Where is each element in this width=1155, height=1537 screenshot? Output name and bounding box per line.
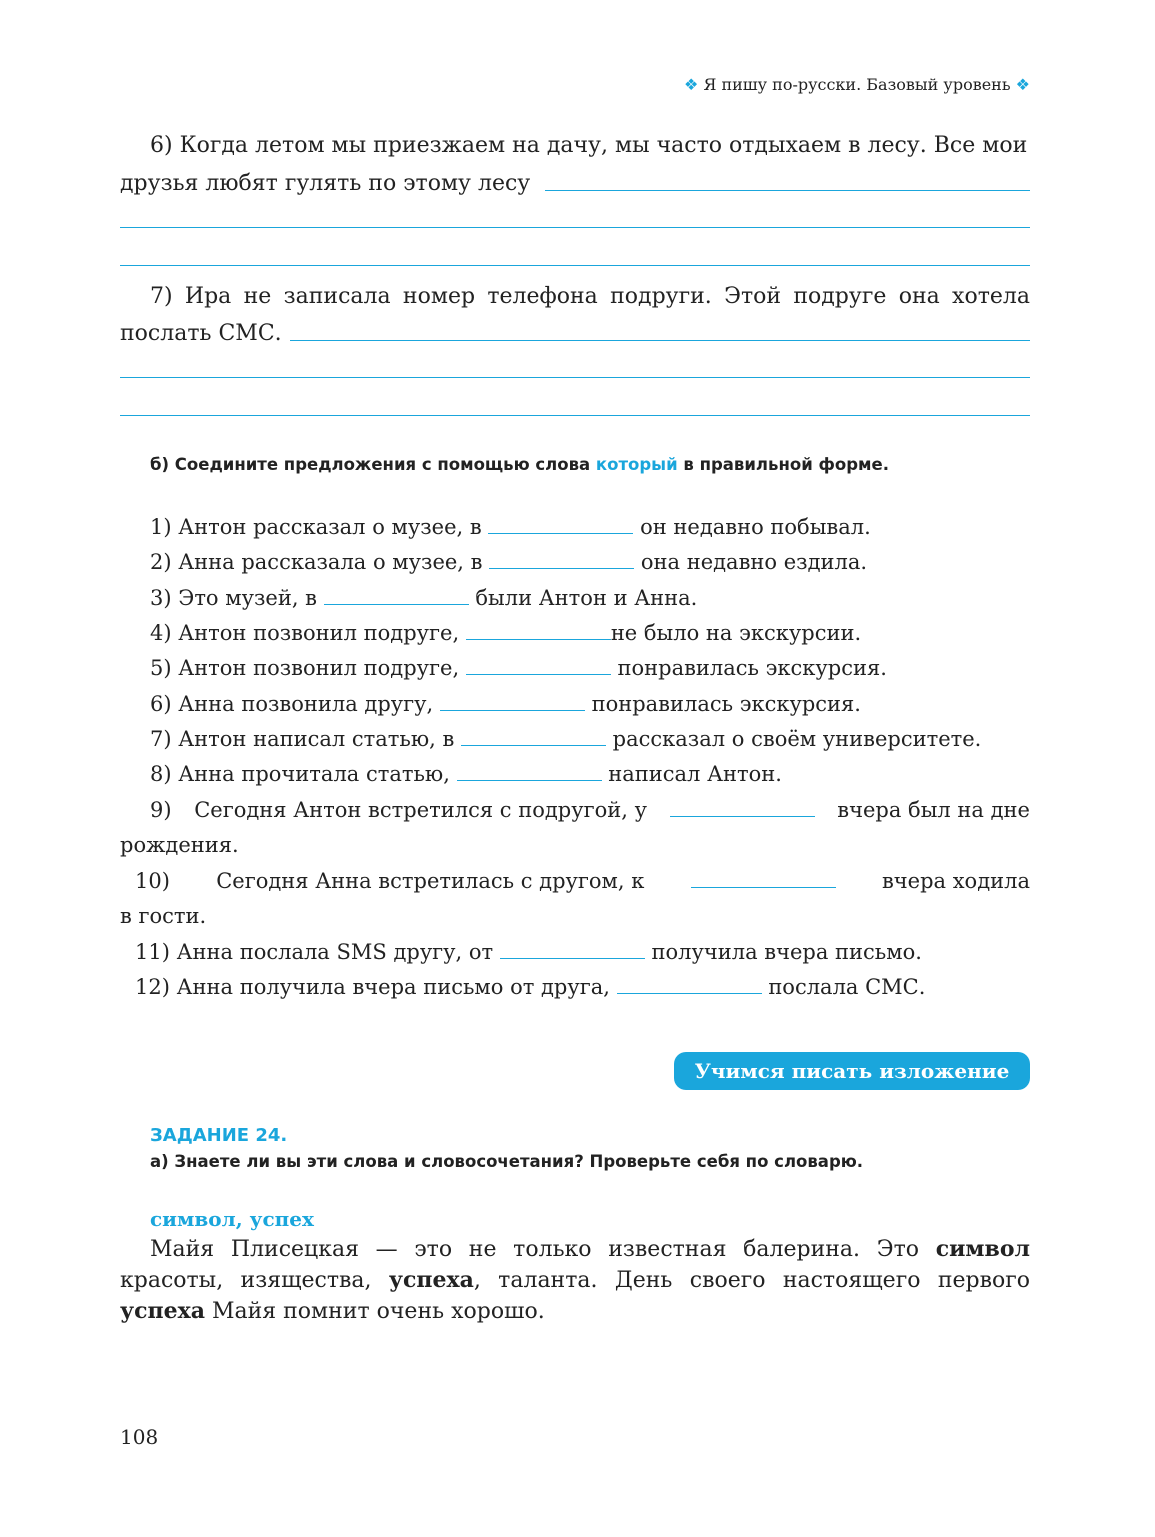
list-item-continuation: рождения. — [120, 833, 239, 857]
running-header-text: Я пишу по-русски. Базовый уровень — [703, 75, 1011, 94]
item-number: 2) — [150, 550, 172, 574]
item-number: 9) — [150, 798, 172, 822]
paragraph-text: , таланта. День своего настоящего первого — [473, 1268, 1030, 1293]
answer-line[interactable] — [545, 190, 1030, 191]
list-item — [150, 692, 861, 716]
reading-paragraph — [120, 1234, 1030, 1327]
item-number: 12) — [135, 975, 170, 999]
item-number: 10) — [135, 869, 170, 893]
item-text-after: понравилась экскурсия. — [591, 692, 861, 716]
item-number: 11) — [135, 940, 170, 964]
item-text-after: получила вчера письмо. — [651, 940, 922, 964]
blank-field[interactable] — [461, 727, 606, 746]
item-text-before: Анна позвонила другу, — [178, 692, 434, 716]
item-number: 3) — [150, 586, 172, 610]
answer-line[interactable] — [290, 340, 1030, 341]
exercise-item-7-line1: 7) Ира не записала номер телефона подруги. Этой подруге она хотела — [150, 284, 1030, 309]
list-item — [150, 762, 782, 786]
ornament-icon: ❖ — [1015, 75, 1030, 94]
item-text-before: Анна послала SMS другу, от — [176, 940, 494, 964]
item-text-before: Сегодня Анна встретилась с другом, к — [216, 869, 645, 893]
item-text-before: Сегодня Антон встретился с подругой, у — [194, 798, 647, 822]
blank-field[interactable] — [670, 798, 815, 817]
highlighted-word: успеха — [388, 1267, 474, 1293]
blank-field[interactable] — [489, 550, 634, 569]
running-header — [684, 75, 1030, 94]
list-item — [150, 621, 861, 645]
item-number: 5) — [150, 656, 172, 680]
page-number: 108 — [120, 1425, 159, 1449]
instruction-keyword: который — [595, 455, 678, 474]
section-banner-label: Учимся писать изложение — [694, 1059, 1010, 1083]
answer-line[interactable] — [120, 227, 1030, 228]
list-item — [150, 550, 867, 574]
item-text-before: Антон позвонил подруге, — [178, 621, 460, 645]
list-item — [150, 586, 697, 610]
exercise-b-instruction — [150, 455, 889, 474]
list-item — [150, 656, 887, 680]
item-text-after: рассказал о своём университете. — [612, 727, 982, 751]
blank-field[interactable] — [691, 869, 836, 888]
item-text-before: Антон позвонил подруге, — [178, 656, 460, 680]
task-title: ЗАДАНИЕ 24. — [150, 1125, 288, 1146]
list-item — [150, 727, 981, 751]
blank-field[interactable] — [324, 586, 469, 605]
item-text-after: написал Антон. — [608, 762, 782, 786]
instruction-text: в правильной форме. — [677, 455, 889, 474]
item-text-before: Анна получила вчера письмо от друга, — [176, 975, 610, 999]
item-number: 8) — [150, 762, 172, 786]
list-item — [135, 869, 1030, 893]
exercise-item-7-line2: послать СМС. — [120, 321, 282, 346]
highlighted-word: успеха — [120, 1298, 205, 1324]
blank-field[interactable] — [488, 515, 633, 534]
item-number: 4) — [150, 621, 172, 645]
item-text-before: Анна прочитала статью, — [178, 762, 450, 786]
item-text-before: Антон написал статью, в — [178, 727, 455, 751]
item-text-after: она недавно ездила. — [640, 550, 868, 574]
paragraph-text: Майя Плисецкая — это не только известная балерина. Это — [150, 1237, 936, 1262]
item-text-after: послала СМС. — [768, 975, 926, 999]
list-item — [135, 975, 925, 999]
list-item — [135, 940, 922, 964]
blank-field[interactable] — [617, 975, 762, 994]
section-banner — [674, 1052, 1030, 1090]
item-text-before: Анна рассказала о музее, в — [178, 550, 483, 574]
item-text-before: Антон рассказал о музее, в — [178, 515, 482, 539]
paragraph-text: Майя помнит очень хорошо. — [204, 1299, 545, 1324]
list-item — [150, 515, 871, 539]
list-item-continuation: в гости. — [120, 904, 207, 928]
item-number: 1) — [150, 515, 172, 539]
instruction-text: б) Соедините предложения с помощью слова — [150, 455, 596, 474]
exercise-item-6-line1: 6) Когда летом мы приезжаем на дачу, мы часто отдыхаем в лесу. Все мои — [150, 133, 1028, 158]
paragraph-text: красоты, изящества, — [120, 1268, 389, 1293]
answer-line[interactable] — [120, 377, 1030, 378]
vocab-heading: символ, успех — [150, 1207, 314, 1231]
item-text-after: не было на экскурсии. — [610, 621, 862, 645]
ornament-icon: ❖ — [684, 75, 699, 94]
item-text-before: Это музей, в — [178, 586, 317, 610]
item-text-after: вчера ходила — [881, 869, 1030, 893]
blank-field[interactable] — [440, 692, 585, 711]
answer-line[interactable] — [120, 265, 1030, 266]
item-text-after: вчера был на дне — [837, 798, 1030, 822]
blank-field[interactable] — [466, 656, 611, 675]
item-number: 6) — [150, 692, 172, 716]
highlighted-word: символ — [935, 1236, 1030, 1262]
item-text-after: он недавно побывал. — [640, 515, 871, 539]
task-instruction: а) Знаете ли вы эти слова и словосочетания? Проверьте себя по словарю. — [150, 1152, 864, 1171]
item-number: 7) — [150, 727, 172, 751]
blank-field[interactable] — [466, 621, 611, 640]
list-item — [150, 798, 1030, 822]
answer-line[interactable] — [120, 415, 1030, 416]
blank-field[interactable] — [457, 762, 602, 781]
exercise-item-6-line2: друзья любят гулять по этому лесу — [120, 171, 531, 196]
item-text-after: понравилась экскурсия. — [617, 656, 887, 680]
blank-field[interactable] — [500, 940, 645, 959]
item-text-after: были Антон и Анна. — [475, 586, 698, 610]
